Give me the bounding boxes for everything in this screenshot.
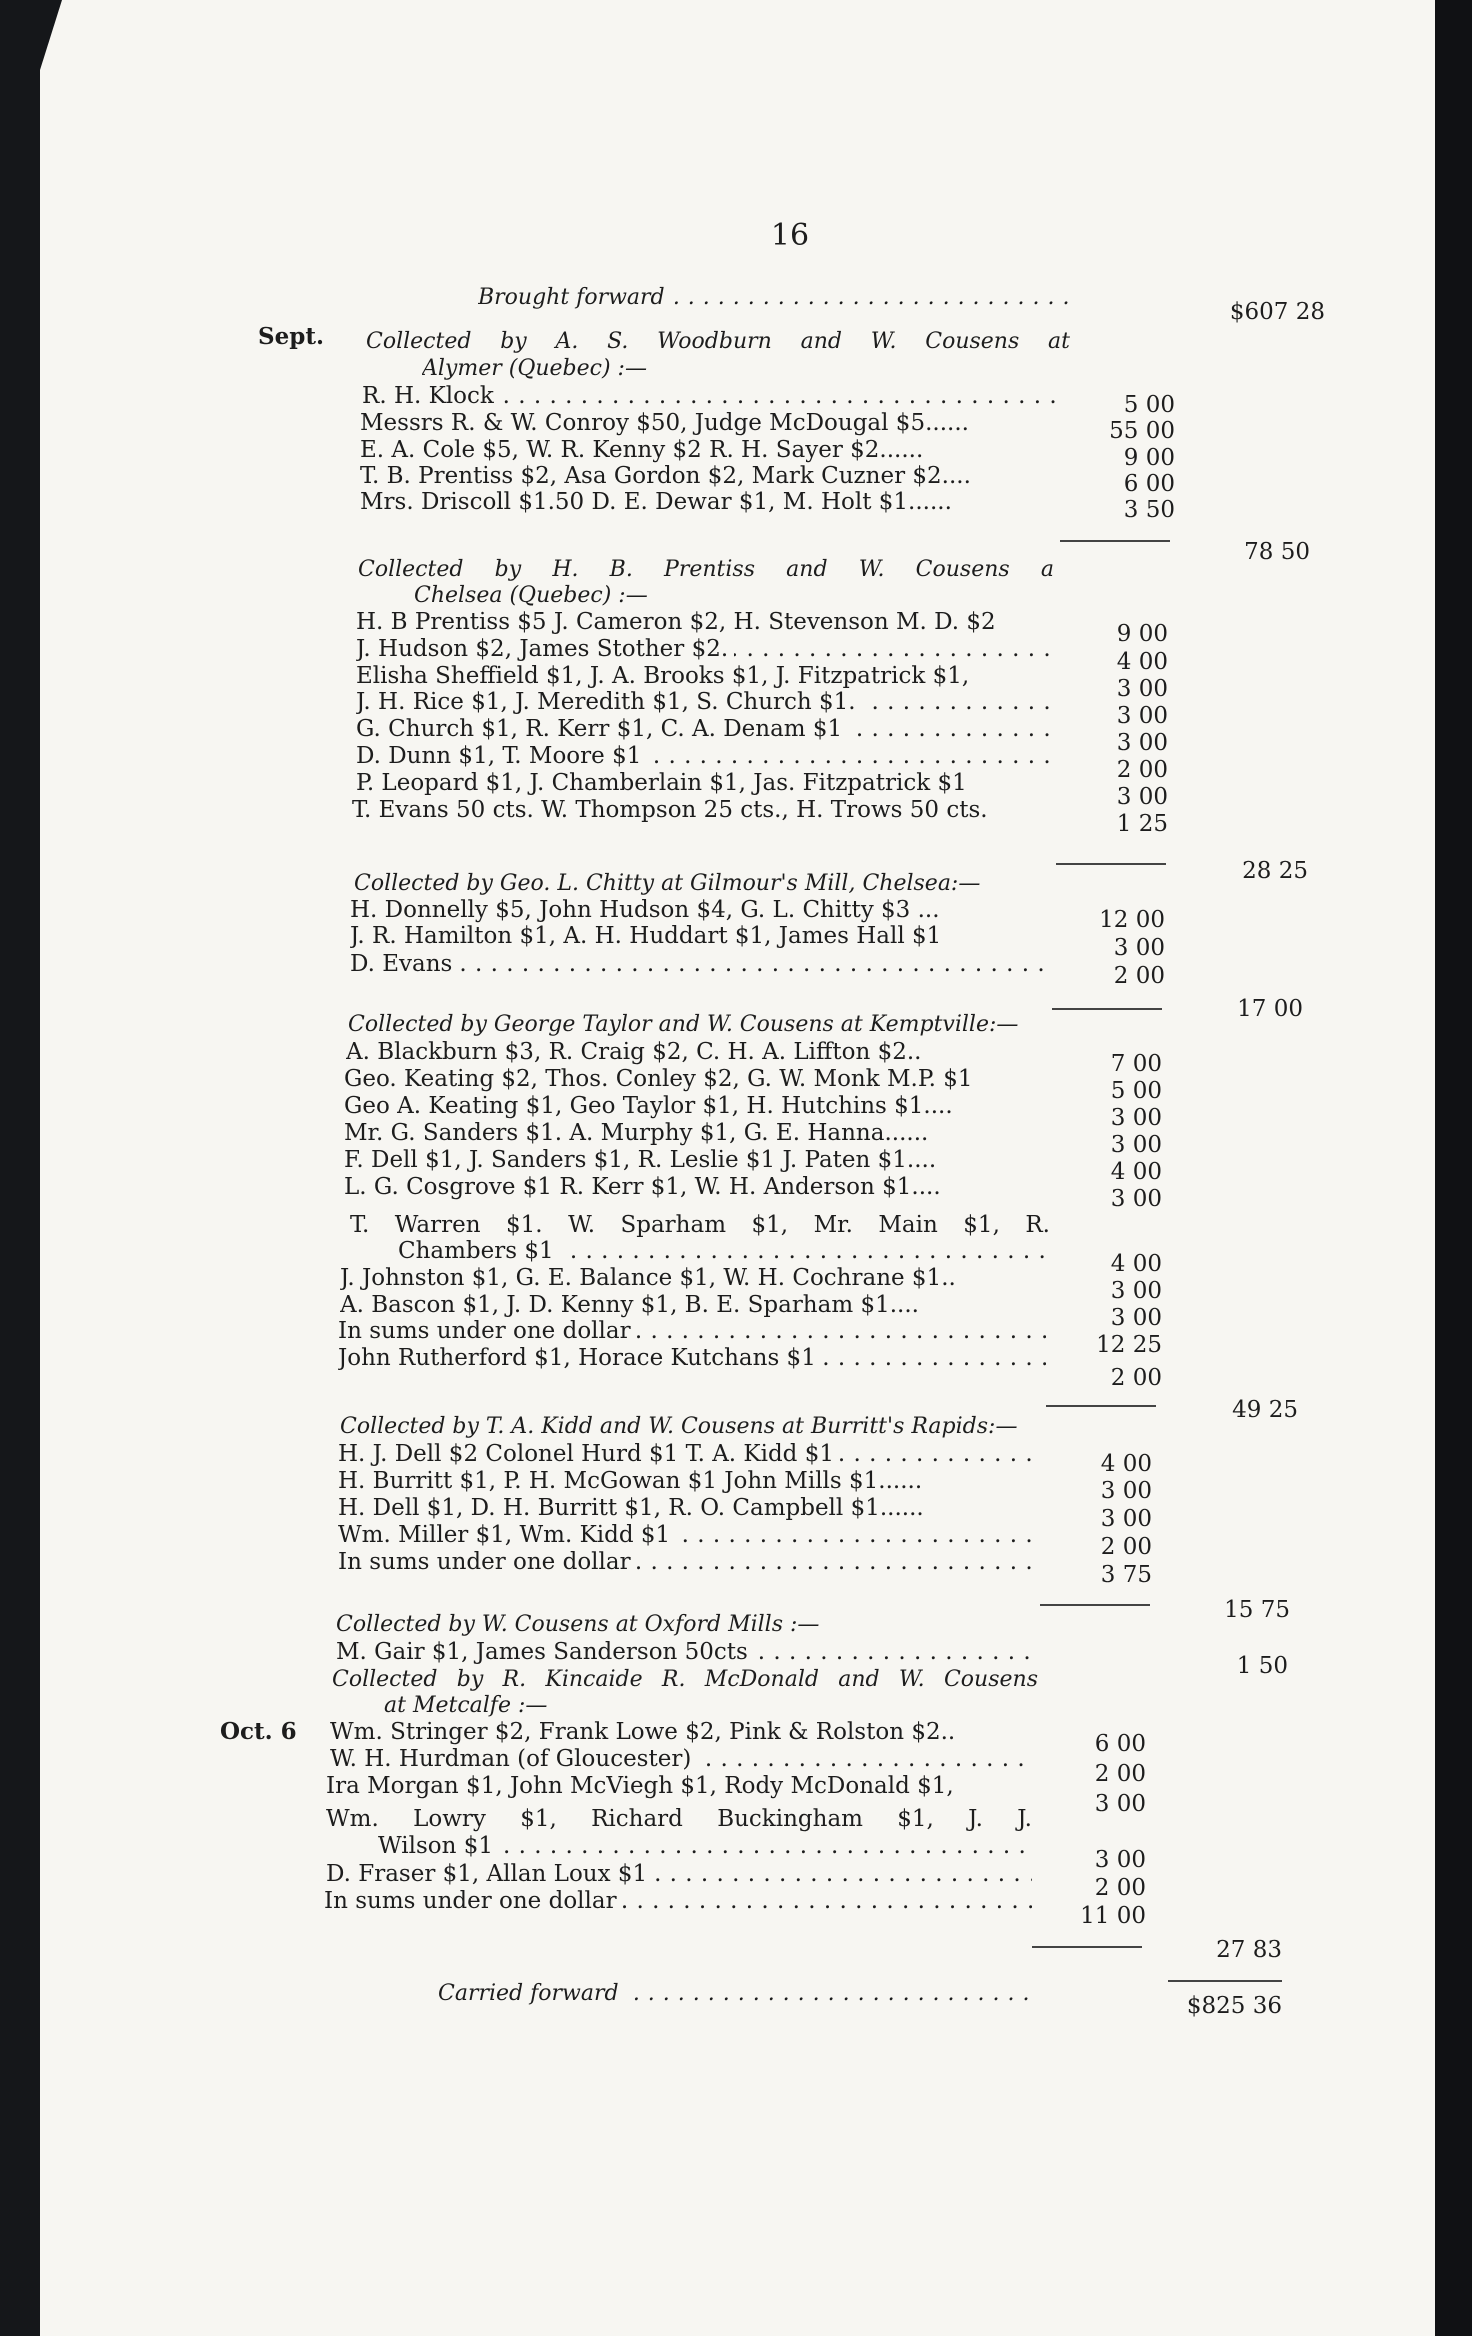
entry-amount: 3 00 [1110,1305,1162,1331]
entry-amount: 3 00 [1113,935,1165,961]
brought-forward-total: $607 28 [1229,299,1325,325]
entry-text: Wm. Stringer $2, Frank Lowe $2, Pink & Rolston $2.. [330,1719,956,1745]
entry-amount: 5 00 [1123,392,1175,418]
total-rule [1168,1980,1282,1982]
entry-text: H. Donnelly $5, John Hudson $4, G. L. Chitty $3 ... [350,897,940,923]
entry-text: D. Evans [350,951,458,977]
section-heading: Collected by Geo. L. Chitty at Gilmour's Mill, Chelsea:— [354,871,981,896]
entry-text: G. Church $1, R. Kerr $1, C. A. Denam $1 [356,716,848,742]
section-heading: Collected by A. S. Woodburn and W. Cousens at [366,329,1070,354]
entry-text: Mrs. Driscoll $1.50 D. E. Dewar $1, M. Holt $1...... [360,489,952,515]
entry-amount: 9 00 [1123,445,1175,471]
brought-forward-row [478,284,1070,312]
entry-amount: 4 00 [1100,1451,1152,1477]
subtotal-rule [1056,863,1166,865]
section-total: 1 50 [1236,1653,1288,1679]
entry-text: D. Dunn $1, T. Moore $1 [356,743,647,769]
entry-text: J. H. Rice $1, J. Meredith $1, S. Church $1. [356,689,862,715]
entry-row [356,635,1058,663]
entry-amount: 1 25 [1116,811,1168,837]
entry-amount: 12 25 [1096,1332,1162,1358]
entry-amount: 3 50 [1123,497,1175,523]
entry-amount: 2 00 [1094,1875,1146,1901]
entry-text: M. Gair $1, James Sanderson 50cts [336,1639,754,1665]
entry-row [356,688,1058,716]
entry-row [356,715,1058,743]
entry-text: In sums under one dollar [338,1549,637,1575]
entry-amount: 4 00 [1110,1251,1162,1277]
entry-text: J. Hudson $2, James Stother $2. [356,636,734,662]
entry-row [378,1832,1032,1860]
entry-text: In sums under one dollar [338,1318,637,1344]
section-total: 49 25 [1232,1397,1298,1423]
entry-row [338,1344,1046,1372]
entry-row [338,1548,1040,1576]
entry-amount: 3 00 [1110,1278,1162,1304]
section-total: 17 00 [1237,996,1303,1022]
subtotal-rule [1052,1008,1162,1010]
section-total: 15 75 [1224,1597,1290,1623]
entry-amount: 3 00 [1094,1791,1146,1817]
entry-text: Geo A. Keating $1, Geo Taylor $1, H. Hutchins $1.... [344,1093,953,1119]
entry-row [398,1237,1046,1265]
entry-amount: 2 00 [1100,1534,1152,1560]
entry-row [326,1860,1032,1888]
entry-amount: 2 00 [1094,1761,1146,1787]
entry-text: Geo. Keating $2, Thos. Conley $2, G. W. Monk M.P. $1 [344,1066,973,1092]
entry-amount: 2 00 [1110,1365,1162,1391]
entry-text: Elisha Sheffield $1, J. A. Brooks $1, J. Fitzpatrick $1, [356,663,970,689]
entry-text: T. Evans 50 cts. W. Thompson 25 cts., H. Trows 50 cts. [352,797,988,823]
subtotal-rule [1060,540,1170,542]
entry-row [356,742,1058,770]
date-label: Oct. 6 [220,1718,297,1745]
entry-text: H. Dell $1, D. H. Burritt $1, R. O. Campbell $1...... [338,1495,924,1521]
entry-row [324,1887,1032,1915]
entry-text: Wm. Miller $1, Wm. Kidd $1 [338,1522,676,1548]
section-total: 27 83 [1216,1937,1282,1963]
entry-amount: 3 00 [1116,676,1168,702]
entry-amount: 55 00 [1109,418,1175,444]
entry-text-cont: Wilson $1 [378,1833,499,1859]
section-heading: Collected by H. B. Prentiss and W. Cousens a [358,557,1054,582]
entry-text: Ira Morgan $1, John McViegh $1, Rody McDonald $1, [326,1773,954,1799]
entry-text: W. H. Hurdman (of Gloucester) [330,1746,697,1772]
carried-forward-label: Carried forward [438,1981,625,2006]
entry-text: P. Leopard $1, J. Chamberlain $1, Jas. Fitzpatrick $1 [356,770,967,796]
entry-amount: 3 00 [1110,1186,1162,1212]
entry-text: L. G. Cosgrove $1 R. Kerr $1, W. H. Anderson $1.... [344,1174,941,1200]
entry-row [338,1440,1042,1468]
entry-amount: 3 00 [1116,703,1168,729]
carried-forward-total: $825 36 [1186,1993,1282,2019]
entry-amount: 3 00 [1116,784,1168,810]
entry-text: H. Burritt $1, P. H. McGowan $1 John Mills $1...... [338,1468,923,1494]
entry-text: Wm. Lowry $1, Richard Buckingham $1, J. J. [326,1806,1032,1832]
section-total: 28 25 [1242,858,1308,884]
section-heading: Collected by W. Cousens at Oxford Mills :— [336,1612,820,1637]
section-heading-cont: at Metcalfe :— [384,1693,548,1718]
entry-row [338,1317,1046,1345]
section-heading: Collected by T. A. Kidd and W. Cousens at Burritt's Rapids:— [340,1414,1018,1439]
entry-text: Mr. G. Sanders $1. A. Murphy $1, G. E. Hanna...... [344,1120,929,1146]
entry-amount: 3 00 [1110,1105,1162,1131]
entry-text: T. Warren $1. W. Sparham $1, Mr. Main $1, R. [350,1212,1050,1238]
entry-text: J. R. Hamilton $1, A. H. Huddart $1, James Hall $1 [350,923,942,949]
entry-text: A. Bascon $1, J. D. Kenny $1, B. E. Sparham $1.... [340,1292,919,1318]
entry-amount: 5 00 [1110,1078,1162,1104]
section-heading: Collected by George Taylor and W. Cousens at Kemptville:— [348,1012,1019,1037]
entry-amount: 9 00 [1116,621,1168,647]
entry-amount: 2 00 [1113,963,1165,989]
entry-amount: 3 00 [1094,1847,1146,1873]
subtotal-rule [1032,1946,1142,1948]
section-heading-cont: Chelsea (Quebec) :— [414,583,648,608]
section-total: 78 50 [1244,539,1310,565]
entry-text: D. Fraser $1, Allan Loux $1 [326,1861,653,1887]
entry-text: E. A. Cole $5, W. R. Kenny $2 R. H. Sayer $2...... [360,437,924,463]
subtotal-rule [1046,1405,1156,1407]
entry-text: H. B Prentiss $5 J. Cameron $2, H. Stevenson M. D. $2 [356,609,996,635]
entry-amount: 6 00 [1123,471,1175,497]
entry-row [350,950,1052,978]
entry-amount: 11 00 [1080,1903,1146,1929]
entry-text: H. J. Dell $2 Colonel Hurd $1 T. A. Kidd $1 [338,1441,840,1467]
entry-row [330,1745,1032,1773]
entry-text: John Rutherford $1, Horace Kutchans $1 [338,1345,822,1371]
page-number: 16 [770,218,810,253]
date-label: Sept. [258,323,324,350]
entry-amount: 3 00 [1110,1132,1162,1158]
entry-amount: 12 00 [1099,907,1165,933]
section-heading: Collected by R. Kincaide R. McDonald and W. Cousens [332,1667,1038,1692]
brought-forward-label: Brought forward [478,285,671,310]
subtotal-rule [1040,1604,1150,1606]
entry-text: A. Blackburn $3, R. Craig $2, C. H. A. Liffton $2.. [346,1039,922,1065]
entry-amount: 6 00 [1094,1731,1146,1757]
entry-row [336,1638,1038,1666]
entry-amount: 3 75 [1100,1562,1152,1588]
entry-amount: 2 00 [1116,757,1168,783]
entry-text-cont: Chambers $1 [398,1238,560,1264]
entry-row [338,1521,1040,1549]
section-heading-cont: Alymer (Quebec) :— [422,356,647,381]
entry-text: R. H. Klock [362,383,500,409]
entry-text: F. Dell $1, J. Sanders $1, R. Leslie $1 J. Paten $1.... [344,1147,937,1173]
entry-row [362,382,1062,410]
carried-forward-row [438,1980,1030,2008]
entry-amount: 4 00 [1116,649,1168,675]
entry-amount: 3 00 [1100,1478,1152,1504]
entry-amount: 7 00 [1110,1051,1162,1077]
entry-amount: 3 00 [1116,730,1168,756]
entry-text: J. Johnston $1, G. E. Balance $1, W. H. Cochrane $1.. [340,1265,956,1291]
entry-text: T. B. Prentiss $2, Asa Gordon $2, Mark Cuzner $2.... [360,463,971,489]
entry-text: In sums under one dollar [324,1888,623,1914]
entry-amount: 4 00 [1110,1159,1162,1185]
entry-text: Messrs R. & W. Conroy $50, Judge McDougal $5...... [360,410,969,436]
entry-amount: 3 00 [1100,1506,1152,1532]
